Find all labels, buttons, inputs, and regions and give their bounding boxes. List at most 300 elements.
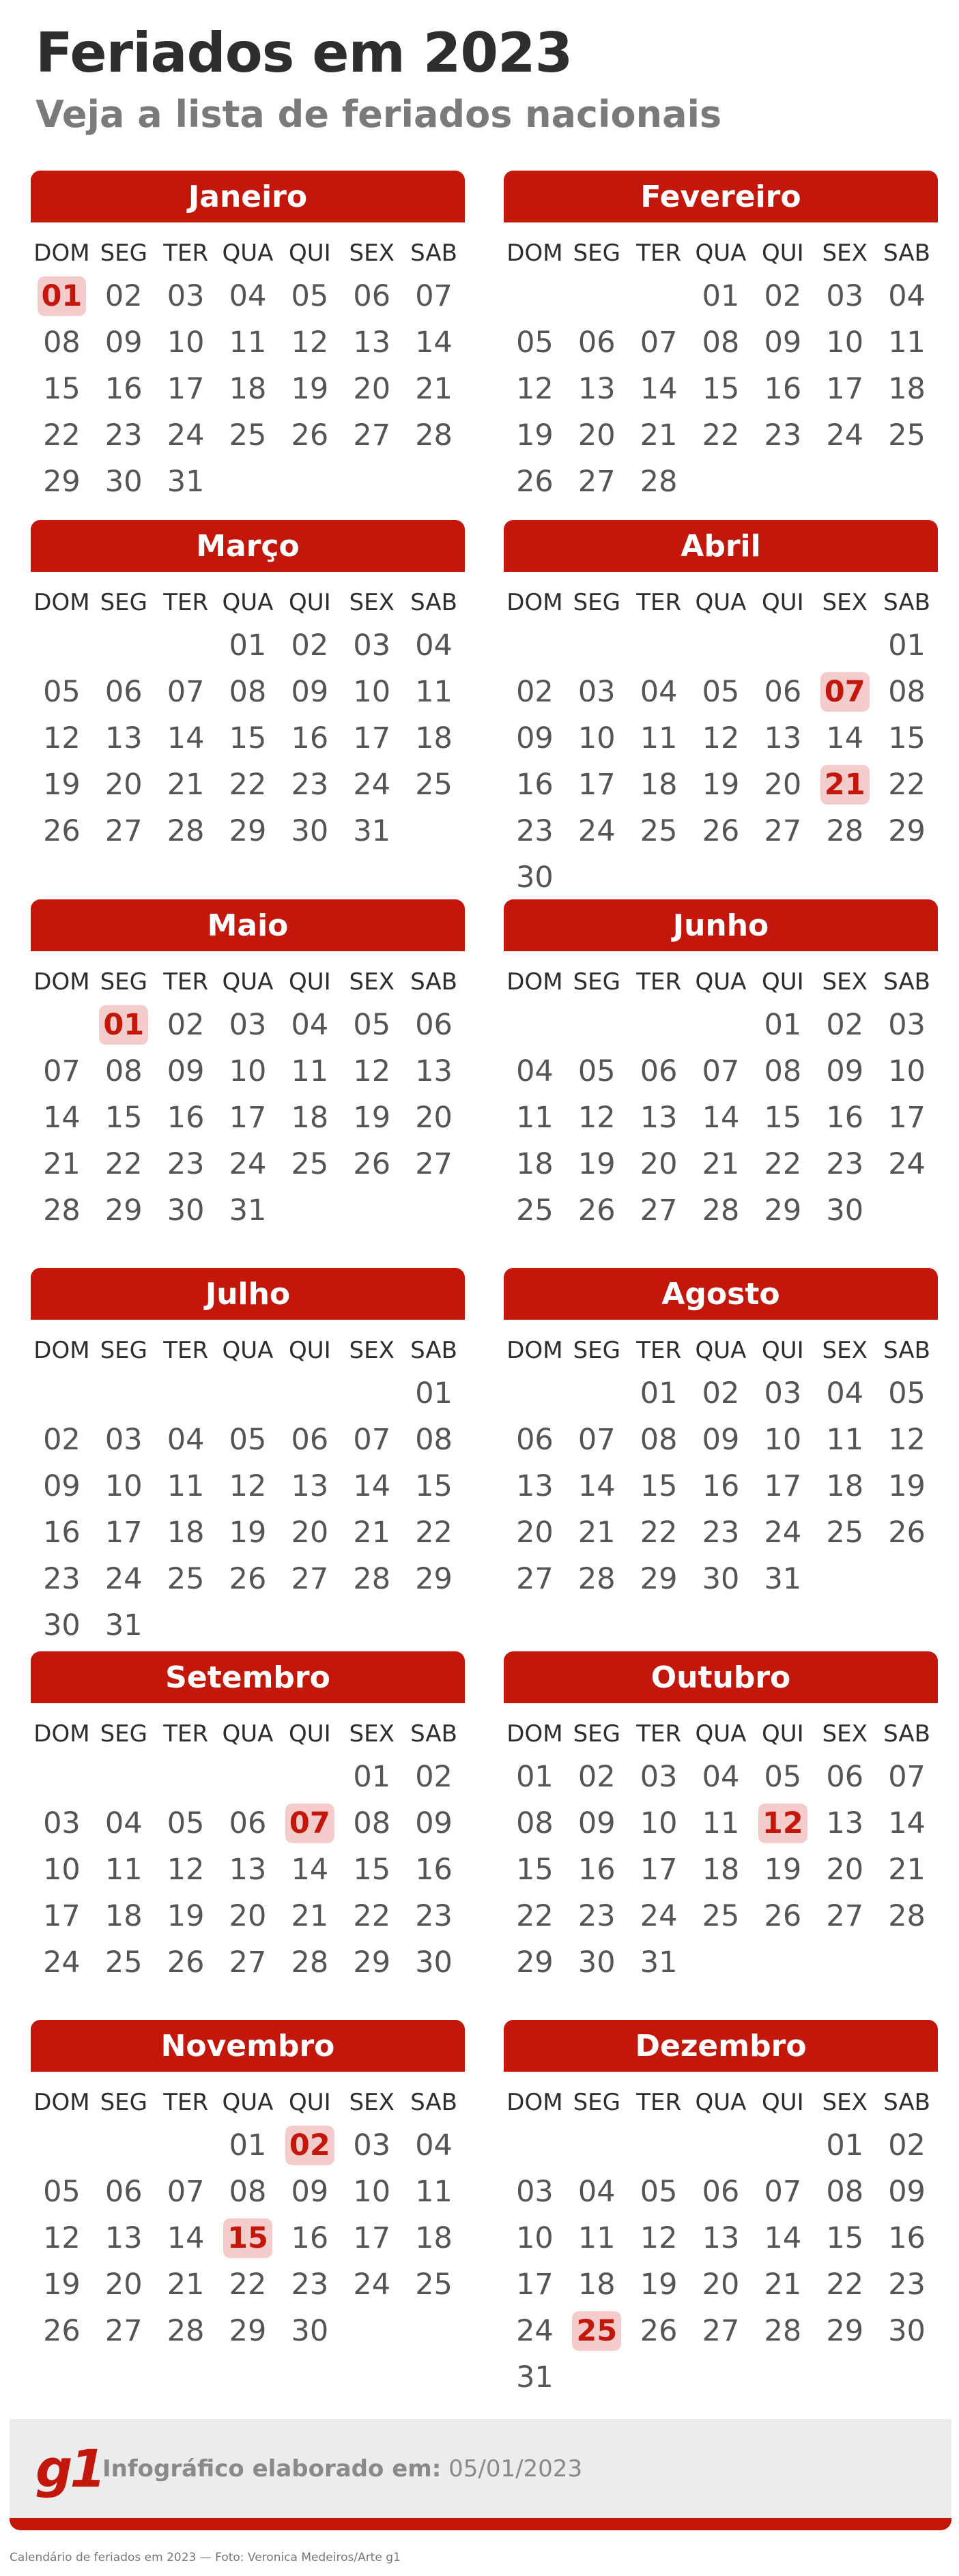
day-number: 12 <box>640 2221 678 2255</box>
week-row <box>504 762 938 808</box>
calendar-day <box>628 1556 690 1602</box>
day-number: 08 <box>640 1423 678 1457</box>
calendar-day <box>690 2261 752 2308</box>
day-number: 27 <box>104 2314 143 2348</box>
day-number: 26 <box>577 1193 616 1228</box>
calendar-day <box>504 808 566 854</box>
weekday-label: DOM <box>33 968 90 996</box>
day-number: 17 <box>764 1469 802 1503</box>
calendar-day <box>752 2215 814 2261</box>
weekday-label: SEX <box>349 240 395 267</box>
day-number: 01 <box>702 279 740 313</box>
weekday-header-row <box>504 233 938 273</box>
calendar-day <box>93 1095 155 1141</box>
calendar-day <box>155 2308 217 2354</box>
calendar-day <box>690 2215 752 2261</box>
day-number: 23 <box>415 1899 453 1933</box>
calendar-day <box>93 1800 155 1847</box>
weekday-label: SEX <box>822 1720 868 1748</box>
weekday-label: QUA <box>222 2089 274 2116</box>
empty-day <box>566 2354 628 2401</box>
calendar-day <box>752 2169 814 2215</box>
day-number: 29 <box>764 1193 802 1228</box>
calendar-day <box>403 1939 465 1986</box>
weekday-label: SEG <box>100 1337 147 1364</box>
empty-day <box>814 1556 876 1602</box>
empty-day <box>628 273 690 319</box>
calendar-day <box>876 669 938 715</box>
calendar-day <box>403 2122 465 2169</box>
week-row <box>504 2215 938 2261</box>
day-number: 14 <box>764 2221 802 2255</box>
weekday-header-row <box>504 962 938 1002</box>
empty-day <box>566 622 628 669</box>
day-number: 09 <box>43 1469 81 1503</box>
month-maio <box>31 899 465 1234</box>
day-number: 30 <box>104 465 143 499</box>
day-number: 01 <box>229 628 267 663</box>
calendar-day <box>628 412 690 459</box>
day-number: 16 <box>415 1853 453 1887</box>
day-number: 15 <box>764 1101 802 1135</box>
day-number: 18 <box>516 1147 554 1181</box>
calendar-day <box>628 2261 690 2308</box>
calendar-day <box>876 1002 938 1048</box>
day-number: 20 <box>104 2268 143 2302</box>
day-number: 18 <box>291 1101 329 1135</box>
day-number: 26 <box>702 814 740 848</box>
calendar-day <box>752 1754 814 1800</box>
day-number: 14 <box>888 1806 926 1840</box>
calendar-day <box>403 1800 465 1847</box>
empty-day <box>403 1602 465 1649</box>
empty-day <box>278 1187 341 1234</box>
day-number: 16 <box>291 2221 329 2255</box>
empty-day <box>217 1602 279 1649</box>
day-number: 07 <box>820 672 870 712</box>
day-number: 25 <box>572 2311 621 2351</box>
day-number: 26 <box>43 2314 81 2348</box>
day-number: 30 <box>291 2314 329 2348</box>
day-number: 08 <box>764 1054 802 1088</box>
month-header: Outubro <box>504 1651 938 1703</box>
calendar-day <box>876 1141 938 1187</box>
weekday-label: SAB <box>410 1337 457 1364</box>
day-number: 14 <box>291 1853 329 1887</box>
calendar-day <box>504 1800 566 1847</box>
day-number: 24 <box>229 1147 267 1181</box>
empty-day <box>93 1754 155 1800</box>
day-number: 17 <box>43 1899 81 1933</box>
weekday-label: QUA <box>222 1337 274 1364</box>
calendar-day <box>690 366 752 412</box>
day-number: 28 <box>888 1899 926 1933</box>
calendar-day <box>814 412 876 459</box>
holiday-day <box>31 273 93 319</box>
day-number: 29 <box>353 1945 391 1980</box>
weekday-label: TER <box>163 2089 209 2116</box>
day-number: 10 <box>167 325 205 360</box>
day-number: 04 <box>291 1008 329 1042</box>
calendar-day <box>341 319 403 366</box>
week-row <box>504 2261 938 2308</box>
day-number: 20 <box>764 768 802 802</box>
empty-day <box>752 459 814 505</box>
weekday-label: SEG <box>100 589 147 616</box>
weekday-label: SAB <box>883 240 930 267</box>
day-number: 02 <box>104 279 143 313</box>
day-number: 01 <box>826 2128 864 2162</box>
weekday-label: TER <box>163 589 209 616</box>
week-row <box>31 273 465 319</box>
day-number: 30 <box>291 814 329 848</box>
calendar-day <box>403 1417 465 1463</box>
calendar-day <box>752 1463 814 1509</box>
day-number: 26 <box>229 1562 267 1596</box>
calendar-day <box>690 319 752 366</box>
holiday-day <box>93 1002 155 1048</box>
calendar-day <box>217 1463 279 1509</box>
holiday-day <box>752 1800 814 1847</box>
footer-info <box>102 2453 582 2485</box>
footer-accent-bar <box>10 2518 951 2530</box>
day-number: 21 <box>167 768 205 802</box>
day-number: 06 <box>104 2175 143 2209</box>
calendar-day <box>814 1509 876 1556</box>
calendar-day <box>876 2122 938 2169</box>
weekday-label: DOM <box>506 968 563 996</box>
calendar-day <box>278 319 341 366</box>
day-number: 04 <box>888 279 926 313</box>
day-number: 02 <box>43 1423 81 1457</box>
calendar-day <box>278 1141 341 1187</box>
calendar-day <box>876 412 938 459</box>
empty-day <box>278 1370 341 1417</box>
day-number: 25 <box>415 2268 453 2302</box>
empty-day <box>93 2122 155 2169</box>
calendar-day <box>690 715 752 762</box>
calendar-day <box>93 2308 155 2354</box>
day-number: 11 <box>826 1423 864 1457</box>
calendar-day <box>504 2354 566 2401</box>
month-setembro <box>31 1651 465 1986</box>
day-number: 25 <box>415 768 453 802</box>
weekday-label: QUI <box>289 240 331 267</box>
day-number: 29 <box>415 1562 453 1596</box>
calendar-day <box>278 273 341 319</box>
day-number: 21 <box>577 1516 616 1550</box>
calendar-day <box>628 1754 690 1800</box>
calendar-day <box>93 1893 155 1939</box>
calendar-day <box>566 412 628 459</box>
calendar-day <box>31 1847 93 1893</box>
weekday-label: QUI <box>289 589 331 616</box>
week-row <box>31 1939 465 1986</box>
calendar-day <box>31 412 93 459</box>
week-row <box>504 1800 938 1847</box>
empty-day <box>341 1370 403 1417</box>
day-number: 25 <box>291 1147 329 1181</box>
day-number: 03 <box>229 1008 267 1042</box>
day-number: 06 <box>516 1423 554 1457</box>
day-number: 11 <box>104 1853 143 1887</box>
calendar-day <box>341 2215 403 2261</box>
calendar-day <box>628 2169 690 2215</box>
empty-day <box>155 1370 217 1417</box>
calendar-day <box>752 1847 814 1893</box>
empty-day <box>566 2122 628 2169</box>
month-header: Dezembro <box>504 2020 938 2072</box>
empty-day <box>341 459 403 505</box>
weekday-label: DOM <box>33 1720 90 1748</box>
page-subtitle: Veja a lista de feriados nacionais <box>35 93 722 136</box>
week-row <box>31 319 465 366</box>
week-row <box>31 1602 465 1649</box>
calendar-day <box>217 2169 279 2215</box>
day-number: 12 <box>291 325 329 360</box>
calendar-day <box>403 715 465 762</box>
footer-date: 05/01/2023 <box>448 2455 583 2483</box>
empty-day <box>876 1556 938 1602</box>
calendar-day <box>566 1754 628 1800</box>
empty-day <box>504 1370 566 1417</box>
day-number: 16 <box>167 1101 205 1135</box>
day-number: 21 <box>167 2268 205 2302</box>
day-number: 03 <box>353 2128 391 2162</box>
page-title: Feriados em 2023 <box>35 21 573 85</box>
month-header: Agosto <box>504 1268 938 1320</box>
day-number: 20 <box>353 372 391 406</box>
day-number: 21 <box>888 1853 926 1887</box>
calendar-day <box>155 1048 217 1095</box>
weekday-header-row <box>31 2083 465 2122</box>
day-number: 11 <box>702 1806 740 1840</box>
day-number: 03 <box>577 675 616 709</box>
calendar-day <box>341 1800 403 1847</box>
calendar-day <box>155 2169 217 2215</box>
week-row <box>504 622 938 669</box>
calendar-day <box>93 366 155 412</box>
day-number: 10 <box>104 1469 143 1503</box>
day-number: 07 <box>640 325 678 360</box>
calendar-day <box>31 1048 93 1095</box>
month-junho <box>504 899 938 1234</box>
weekday-label: SEX <box>349 968 395 996</box>
calendar-day <box>566 319 628 366</box>
day-number: 09 <box>167 1054 205 1088</box>
calendar-day <box>690 1095 752 1141</box>
weekday-label: SEX <box>349 2089 395 2116</box>
calendar-day <box>752 1370 814 1417</box>
calendar-day <box>814 2308 876 2354</box>
calendar-day <box>31 1893 93 1939</box>
empty-day <box>690 1939 752 1986</box>
day-number: 06 <box>229 1806 267 1840</box>
day-number: 11 <box>167 1469 205 1503</box>
calendar-day <box>403 1847 465 1893</box>
calendar-day <box>217 1847 279 1893</box>
calendar-day <box>341 1509 403 1556</box>
day-number: 24 <box>353 2268 391 2302</box>
calendar-day <box>814 1800 876 1847</box>
day-number: 14 <box>353 1469 391 1503</box>
empty-day <box>403 808 465 854</box>
day-number: 04 <box>104 1806 143 1840</box>
day-number: 30 <box>43 1608 81 1642</box>
month-abril <box>504 520 938 901</box>
calendar-day <box>628 1417 690 1463</box>
empty-day <box>504 622 566 669</box>
day-number: 20 <box>702 2268 740 2302</box>
day-number: 23 <box>43 1562 81 1596</box>
empty-day <box>814 622 876 669</box>
calendar-day <box>876 715 938 762</box>
day-number: 05 <box>764 1760 802 1794</box>
calendar-day <box>814 2261 876 2308</box>
day-number: 16 <box>104 372 143 406</box>
weekday-label: QUI <box>289 968 331 996</box>
day-number: 10 <box>353 675 391 709</box>
weekday-label: QUI <box>762 968 804 996</box>
calendar-day <box>814 1187 876 1234</box>
day-number: 10 <box>640 1806 678 1840</box>
day-number: 28 <box>764 2314 802 2348</box>
weekday-label: SEX <box>822 589 868 616</box>
calendar-day <box>403 669 465 715</box>
week-row <box>504 1754 938 1800</box>
calendar-day <box>217 1048 279 1095</box>
weekday-label: QUI <box>289 2089 331 2116</box>
calendar-day <box>278 366 341 412</box>
day-number: 01 <box>764 1008 802 1042</box>
weekday-label: DOM <box>33 589 90 616</box>
day-number: 04 <box>229 279 267 313</box>
calendar-day <box>278 1463 341 1509</box>
week-row <box>31 669 465 715</box>
calendar-day <box>504 1754 566 1800</box>
weekday-label: TER <box>636 240 682 267</box>
day-number: 25 <box>640 814 678 848</box>
weekday-label: DOM <box>506 240 563 267</box>
day-number: 24 <box>764 1516 802 1550</box>
day-number: 27 <box>826 1899 864 1933</box>
calendar-day <box>628 1095 690 1141</box>
calendar-day <box>504 854 566 901</box>
calendar-day <box>341 808 403 854</box>
calendar-day <box>93 1509 155 1556</box>
empty-day <box>155 2122 217 2169</box>
day-number: 16 <box>43 1516 81 1550</box>
calendar-day <box>31 1509 93 1556</box>
day-number: 08 <box>415 1423 453 1457</box>
empty-day <box>341 1602 403 1649</box>
weekday-label: DOM <box>33 240 90 267</box>
day-number: 31 <box>167 465 205 499</box>
week-row <box>31 1754 465 1800</box>
weekday-header-row <box>504 1331 938 1370</box>
day-number: 22 <box>640 1516 678 1550</box>
day-number: 09 <box>764 325 802 360</box>
empty-day <box>876 2354 938 2401</box>
day-number: 22 <box>415 1516 453 1550</box>
calendar-day <box>31 2215 93 2261</box>
weekday-label: SEG <box>573 2089 620 2116</box>
weekday-label: SEX <box>822 2089 868 2116</box>
day-number: 15 <box>229 721 267 755</box>
week-row <box>31 622 465 669</box>
calendar-day <box>155 1141 217 1187</box>
day-number: 13 <box>764 721 802 755</box>
day-number: 27 <box>415 1147 453 1181</box>
calendar-day <box>566 1939 628 1986</box>
calendar-day <box>93 273 155 319</box>
calendar-day <box>341 273 403 319</box>
day-number: 02 <box>764 279 802 313</box>
day-number: 07 <box>764 2175 802 2209</box>
day-number: 05 <box>43 2175 81 2209</box>
month-header: Maio <box>31 899 465 951</box>
weekday-header-row <box>504 1714 938 1754</box>
holiday-day <box>814 669 876 715</box>
day-number: 21 <box>702 1147 740 1181</box>
calendar-day <box>278 808 341 854</box>
day-number: 13 <box>104 721 143 755</box>
weekday-header-row <box>31 1714 465 1754</box>
calendar-day <box>628 808 690 854</box>
day-number: 02 <box>167 1008 205 1042</box>
day-number: 20 <box>104 768 143 802</box>
day-number: 08 <box>888 675 926 709</box>
day-number: 06 <box>826 1760 864 1794</box>
day-number: 21 <box>415 372 453 406</box>
week-row <box>31 1509 465 1556</box>
day-number: 31 <box>640 1945 678 1980</box>
day-number: 29 <box>640 1562 678 1596</box>
calendar-day <box>217 2308 279 2354</box>
week-row <box>504 715 938 762</box>
calendar-day <box>690 1048 752 1095</box>
calendar-day <box>752 1095 814 1141</box>
day-number: 29 <box>43 465 81 499</box>
calendar-day <box>217 622 279 669</box>
empty-day <box>278 1602 341 1649</box>
day-number: 14 <box>167 2221 205 2255</box>
month-header: Janeiro <box>31 171 465 222</box>
day-number: 15 <box>702 372 740 406</box>
empty-day <box>814 459 876 505</box>
calendar-day <box>814 273 876 319</box>
calendar-day <box>155 1463 217 1509</box>
day-number: 22 <box>229 2268 267 2302</box>
weekday-label: QUI <box>762 1337 804 1364</box>
day-number: 13 <box>104 2221 143 2255</box>
calendar-day <box>814 1754 876 1800</box>
day-number: 07 <box>43 1054 81 1088</box>
calendar-day <box>876 1509 938 1556</box>
week-row <box>31 1800 465 1847</box>
day-number: 16 <box>577 1853 616 1887</box>
week-row <box>31 2308 465 2354</box>
calendar-day <box>31 1095 93 1141</box>
weekday-label: QUI <box>289 1720 331 1748</box>
calendar-day <box>155 273 217 319</box>
day-number: 04 <box>516 1054 554 1088</box>
day-number: 07 <box>285 1804 334 1843</box>
day-number: 27 <box>577 465 616 499</box>
weekday-label: SAB <box>883 2089 930 2116</box>
week-row <box>31 2261 465 2308</box>
day-number: 12 <box>43 2221 81 2255</box>
